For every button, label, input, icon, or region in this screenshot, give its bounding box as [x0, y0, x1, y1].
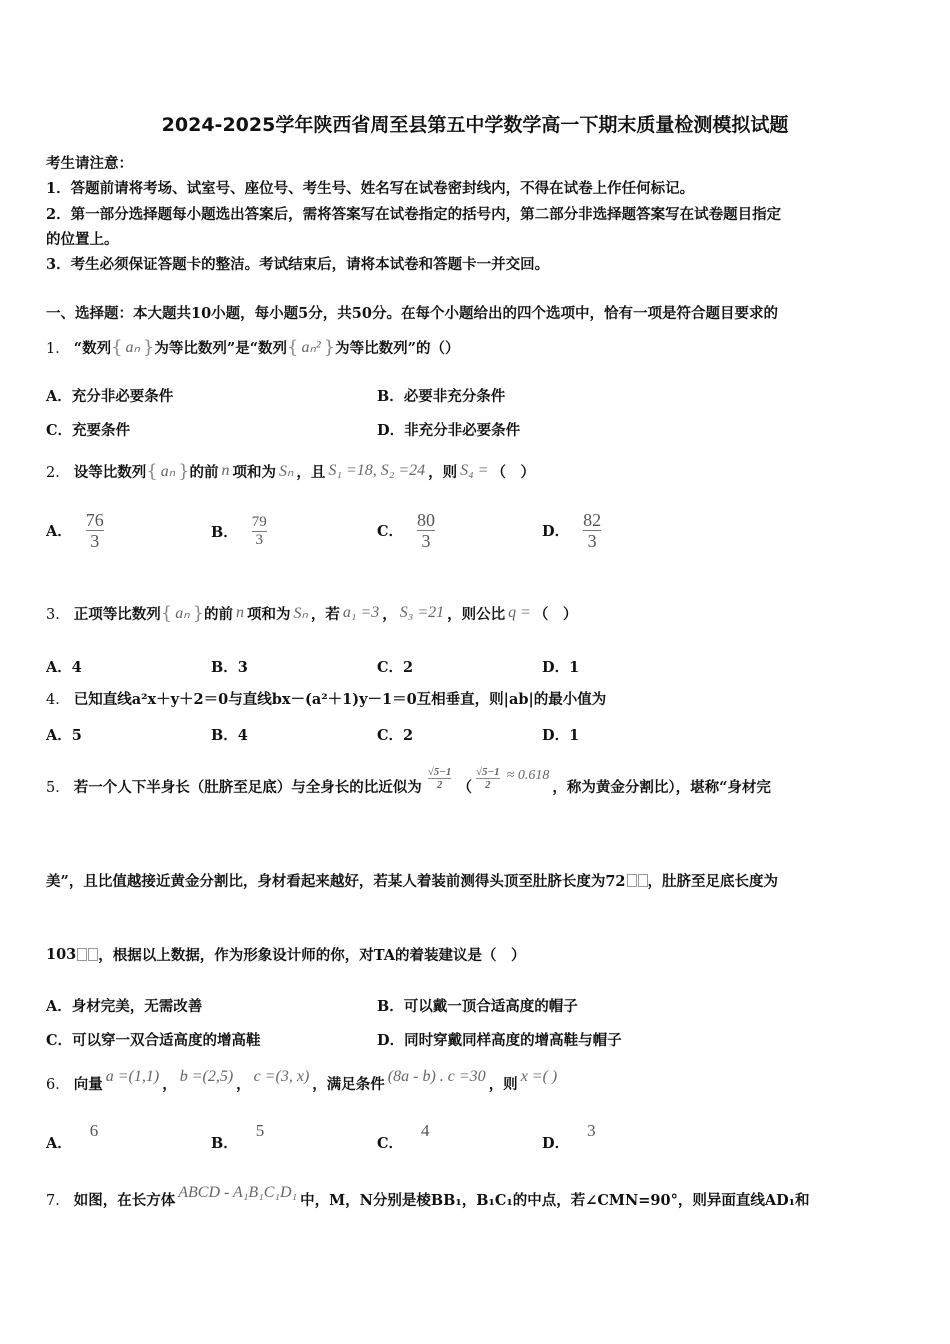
- q2-text-4: ，且: [296, 463, 326, 481]
- separator: ，: [162, 1075, 177, 1093]
- q4-text: 已知直线a²x＋y＋2＝0与直线bx－(a²＋1)y－1＝0互相垂直，则|ab|的最小值为: [73, 691, 607, 708]
- question-number: 3．: [46, 606, 70, 623]
- var-sn: Sₙ: [293, 605, 308, 622]
- vector-b: b =(2,5): [179, 1068, 234, 1085]
- var-n: n: [236, 604, 245, 621]
- option-value: 5: [255, 1121, 265, 1140]
- option-label: A．: [46, 1135, 72, 1152]
- q3-option-d[interactable]: D．1: [542, 659, 580, 676]
- q2-text-6: （ ）: [491, 463, 535, 481]
- golden-ratio-approx: ≈ 0.618: [506, 768, 550, 783]
- unit-placeholder-icon: [88, 948, 98, 961]
- var-n: n: [221, 462, 230, 479]
- q2-s4: S₄ =: [460, 462, 489, 479]
- q7-text-2: 中，M，N分别是棱BB₁，B₁C₁的中点，若∠CMN=90°，则异面直线AD₁和: [300, 1191, 810, 1209]
- q5-option-b[interactable]: B．可以戴一顶合适高度的帽子: [377, 998, 578, 1015]
- golden-ratio-fraction-2: [476, 766, 500, 791]
- golden-ratio-fraction: [428, 766, 452, 791]
- q1-text-2: 为等比数列”是“数列: [154, 339, 288, 357]
- question-number: 7．: [46, 1192, 70, 1209]
- brace-right: }: [192, 602, 205, 624]
- numerator: 80: [417, 510, 436, 530]
- question-number: 2．: [46, 464, 70, 481]
- option-label: C．: [377, 523, 404, 540]
- option-fraction: [583, 510, 601, 551]
- numerator: 82: [583, 510, 602, 530]
- question-6: [46, 1066, 560, 1100]
- q3-option-c[interactable]: C．2: [377, 659, 414, 676]
- option-label: C．: [377, 1135, 404, 1152]
- question-5: [46, 766, 771, 806]
- q5-text-1: 若一个人下半身长（肚脐至足底）与全身长的比近似为: [73, 778, 422, 796]
- option-value: 6: [89, 1121, 99, 1140]
- q5-option-c[interactable]: C．可以穿一双合适高度的增高鞋: [46, 1032, 261, 1049]
- option-label: B．: [211, 1135, 238, 1152]
- denominator: 3: [255, 532, 264, 548]
- q5-line-2: [46, 870, 778, 891]
- denominator: 3: [421, 531, 431, 551]
- q5-text-4: ，肚脐至足底长度为: [647, 873, 779, 890]
- brace-left: {: [111, 336, 123, 358]
- seq-a-squared: aₙ²: [301, 339, 321, 356]
- numerator: √5−1: [475, 765, 500, 778]
- option-fraction: [86, 510, 104, 551]
- q7-text-1: 如图，在长方体: [73, 1191, 176, 1209]
- vector-c: c =(3, x): [253, 1068, 310, 1085]
- q4-option-a[interactable]: A．5: [46, 727, 82, 744]
- q1-text-1: “数列: [73, 339, 112, 357]
- q6-text-1: 向量: [73, 1075, 103, 1093]
- q2-option-d[interactable]: [542, 510, 601, 551]
- notice-heading: 考生请注意：: [46, 155, 133, 172]
- brace-left: {: [287, 336, 299, 358]
- q2-text-5: ，则: [428, 463, 458, 481]
- q6-text-3: ，则: [488, 1075, 518, 1093]
- q1-option-a[interactable]: A．充分非必要条件: [46, 388, 174, 405]
- numerator: √5−1: [427, 765, 452, 778]
- question-7: [46, 1182, 810, 1216]
- q5-text-5: 103: [46, 946, 77, 963]
- denominator: 3: [90, 531, 100, 551]
- q6-option-c[interactable]: [377, 1121, 430, 1153]
- q2-condition: S₁ =18, S₂ =24: [328, 462, 426, 479]
- question-1: [46, 330, 459, 364]
- vector-a: a =(1,1): [105, 1068, 160, 1085]
- q2-option-c[interactable]: [377, 510, 435, 551]
- question-number: 1．: [46, 340, 70, 357]
- q1-option-b[interactable]: B．必要非充分条件: [377, 388, 506, 405]
- option-fraction: [252, 514, 267, 549]
- notice-item-1: 1．答题前请将考场、试室号、座位号、考生号、姓名写在试卷密封线内，不得在试卷上作任何标记。: [46, 180, 695, 197]
- q2-option-a[interactable]: [46, 510, 104, 551]
- q3-text-6: （ ）: [533, 605, 578, 623]
- denominator: 2: [485, 778, 491, 791]
- q5-line-3: [46, 944, 526, 965]
- q3-a1: a₁ =3: [342, 604, 380, 621]
- q6-text-2: ，满足条件: [312, 1075, 385, 1093]
- q1-option-c[interactable]: C．充要条件: [46, 422, 131, 439]
- question-number: 4．: [46, 692, 70, 708]
- unit-placeholder-icon: [638, 874, 648, 887]
- numerator: 79: [251, 514, 267, 530]
- q5-option-a[interactable]: A．身材完美，无需改善: [46, 998, 203, 1015]
- q5-text-3: 美”，且比值越接近黄金分割比，身材看起来越好，若某人着装前测得头顶至肚脐长度为72: [46, 873, 626, 890]
- q2-text-3: 项和为: [232, 463, 277, 481]
- option-value: 3: [587, 1121, 596, 1140]
- option-fraction: [417, 510, 435, 551]
- denominator: 2: [436, 778, 443, 791]
- q1-text-3: 为等比数列”的（）: [335, 339, 460, 357]
- q4-option-c[interactable]: C．2: [377, 727, 414, 744]
- paren-open: （: [457, 778, 472, 796]
- question-2: [46, 454, 535, 488]
- q3-text-1: 正项等比数列: [73, 605, 161, 623]
- q5-option-d[interactable]: D．同时穿戴同样高度的增高鞋与帽子: [377, 1032, 622, 1049]
- page-title: 2024-2025学年陕西省周至县第五中学数学高一下期末质量检测模拟试题: [161, 114, 789, 136]
- seq-a: aₙ: [175, 605, 190, 622]
- option-label: D．: [542, 523, 570, 540]
- q5-text-6: ，根据以上数据，作为形象设计师的你，对TA的着装建议是（ ）: [98, 947, 526, 964]
- question-number: 5．: [46, 779, 70, 796]
- option-value: 4: [421, 1121, 430, 1140]
- option-label: B．: [211, 524, 238, 541]
- notice-item-2-cont: 的位置上。: [46, 231, 119, 248]
- option-label: D．: [542, 1135, 570, 1152]
- q4-option-b[interactable]: B．4: [211, 727, 248, 744]
- brace-left: {: [160, 602, 173, 624]
- seq-a: aₙ: [125, 339, 140, 356]
- cuboid-label: ABCD - A₁B₁C₁D₁: [178, 1184, 298, 1201]
- notice-item-3: 3．考生必须保证答题卡的整洁。考试结束后，请将本试卷和答题卡一并交回。: [46, 256, 550, 273]
- denominator: 3: [587, 531, 597, 551]
- q2-option-b[interactable]: [211, 514, 267, 549]
- q6-option-a[interactable]: [46, 1121, 99, 1153]
- question-3: [46, 596, 577, 630]
- question-number: 6．: [46, 1076, 70, 1093]
- unit-placeholder-icon: [627, 874, 637, 887]
- q6-option-d[interactable]: [542, 1121, 596, 1153]
- brace-right: }: [178, 460, 190, 482]
- q3-text-3: 项和为: [247, 605, 291, 623]
- q6-condition: (8a - b) . c =30: [387, 1068, 486, 1085]
- section-heading: 一、选择题：本大题共10小题，每小题5分，共50分。在每个小题给出的四个选项中，恰有一项是符合题目要求的: [46, 305, 778, 322]
- brace-right: }: [142, 336, 155, 358]
- separator: ，: [236, 1075, 251, 1093]
- q2-text-1: 设等比数列: [73, 463, 147, 481]
- q3-s3: S₃ =21: [399, 604, 445, 621]
- q3-q: q =: [508, 604, 531, 621]
- numerator: 76: [85, 510, 104, 530]
- q6-x: x =( ): [520, 1068, 558, 1085]
- q3-text-2: 的前: [204, 605, 234, 623]
- seq-a: aₙ: [160, 463, 176, 480]
- q2-text-2: 的前: [189, 463, 219, 481]
- q5-text-2: ，称为黄金分割比），堪称“身材完: [552, 778, 771, 796]
- q3-text-5: ，则公比: [447, 605, 506, 623]
- option-label: A．: [46, 523, 72, 540]
- brace-right: }: [323, 336, 336, 358]
- notice-item-2: 2．第一部分选择题每小题选出答案后，需将答案写在试卷指定的括号内，第二部分非选择题答案写在试卷题目指定: [46, 206, 782, 223]
- q4-option-d[interactable]: D．1: [542, 727, 580, 744]
- q3-option-b[interactable]: B．3: [211, 659, 248, 676]
- var-sn: Sₙ: [279, 463, 294, 480]
- q1-option-d[interactable]: D．非充分非必要条件: [377, 422, 521, 439]
- q3-option-a[interactable]: A．4: [46, 659, 82, 676]
- question-4: [46, 688, 606, 709]
- unit-placeholder-icon: [77, 948, 87, 961]
- separator: ，: [382, 605, 397, 623]
- brace-left: {: [146, 460, 158, 482]
- q6-option-b[interactable]: [211, 1121, 265, 1153]
- q3-text-4: ，若: [310, 605, 340, 623]
